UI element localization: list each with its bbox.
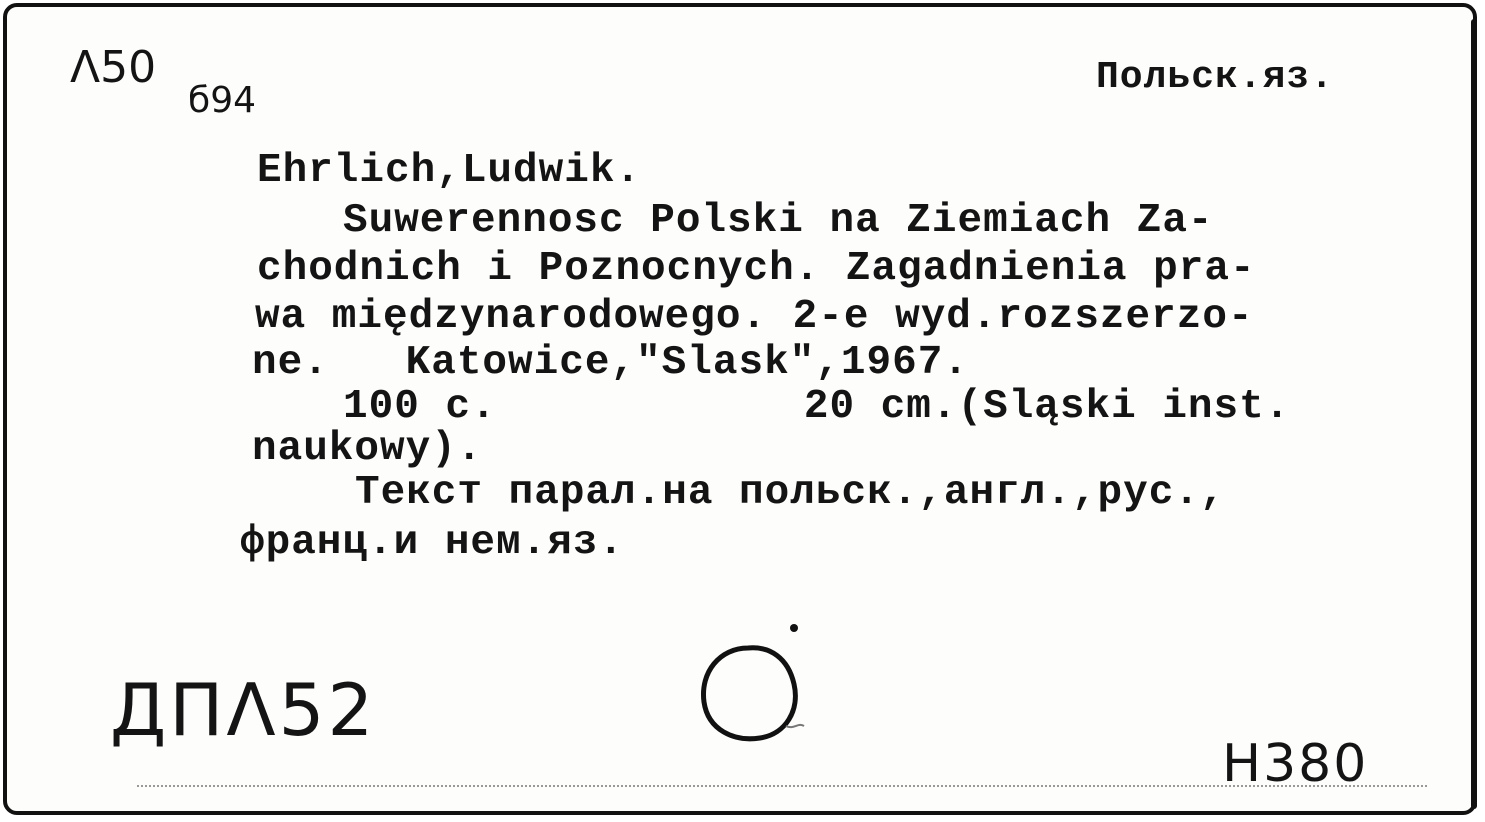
ink-speck [790,624,798,632]
call-number-top: Λ50 [70,42,157,93]
note-line-1: Текст парал.на польск.,англ.,рус., [355,470,1226,516]
shelf-mark: ДПΛ52 [110,668,377,752]
imprint-line: ne. Katowice,"Slask",1967. [252,340,969,386]
inventory-mark: H380 [1222,734,1369,794]
subject-heading: Польск.яз. [1096,56,1335,99]
title-line-1: Suwerennosc Polski na Ziemiach Za- [343,198,1214,244]
series-line: naukowy). [252,426,483,472]
collation-line: 100 c. 20 cm.(Sląski inst. [343,384,1291,430]
punch-hole-icon [690,630,820,760]
title-line-2: chodnich i Poznocnych. Zagadnienia pra- [257,246,1256,292]
call-number-sub: б94 [188,80,257,121]
note-line-2: франц.и нем.яз. [240,520,625,566]
title-line-3: wa międzynarodowego. 2-e wyd.rozszerzo- [255,294,1254,340]
author-line: Ehrlich,Ludwik. [257,148,642,194]
